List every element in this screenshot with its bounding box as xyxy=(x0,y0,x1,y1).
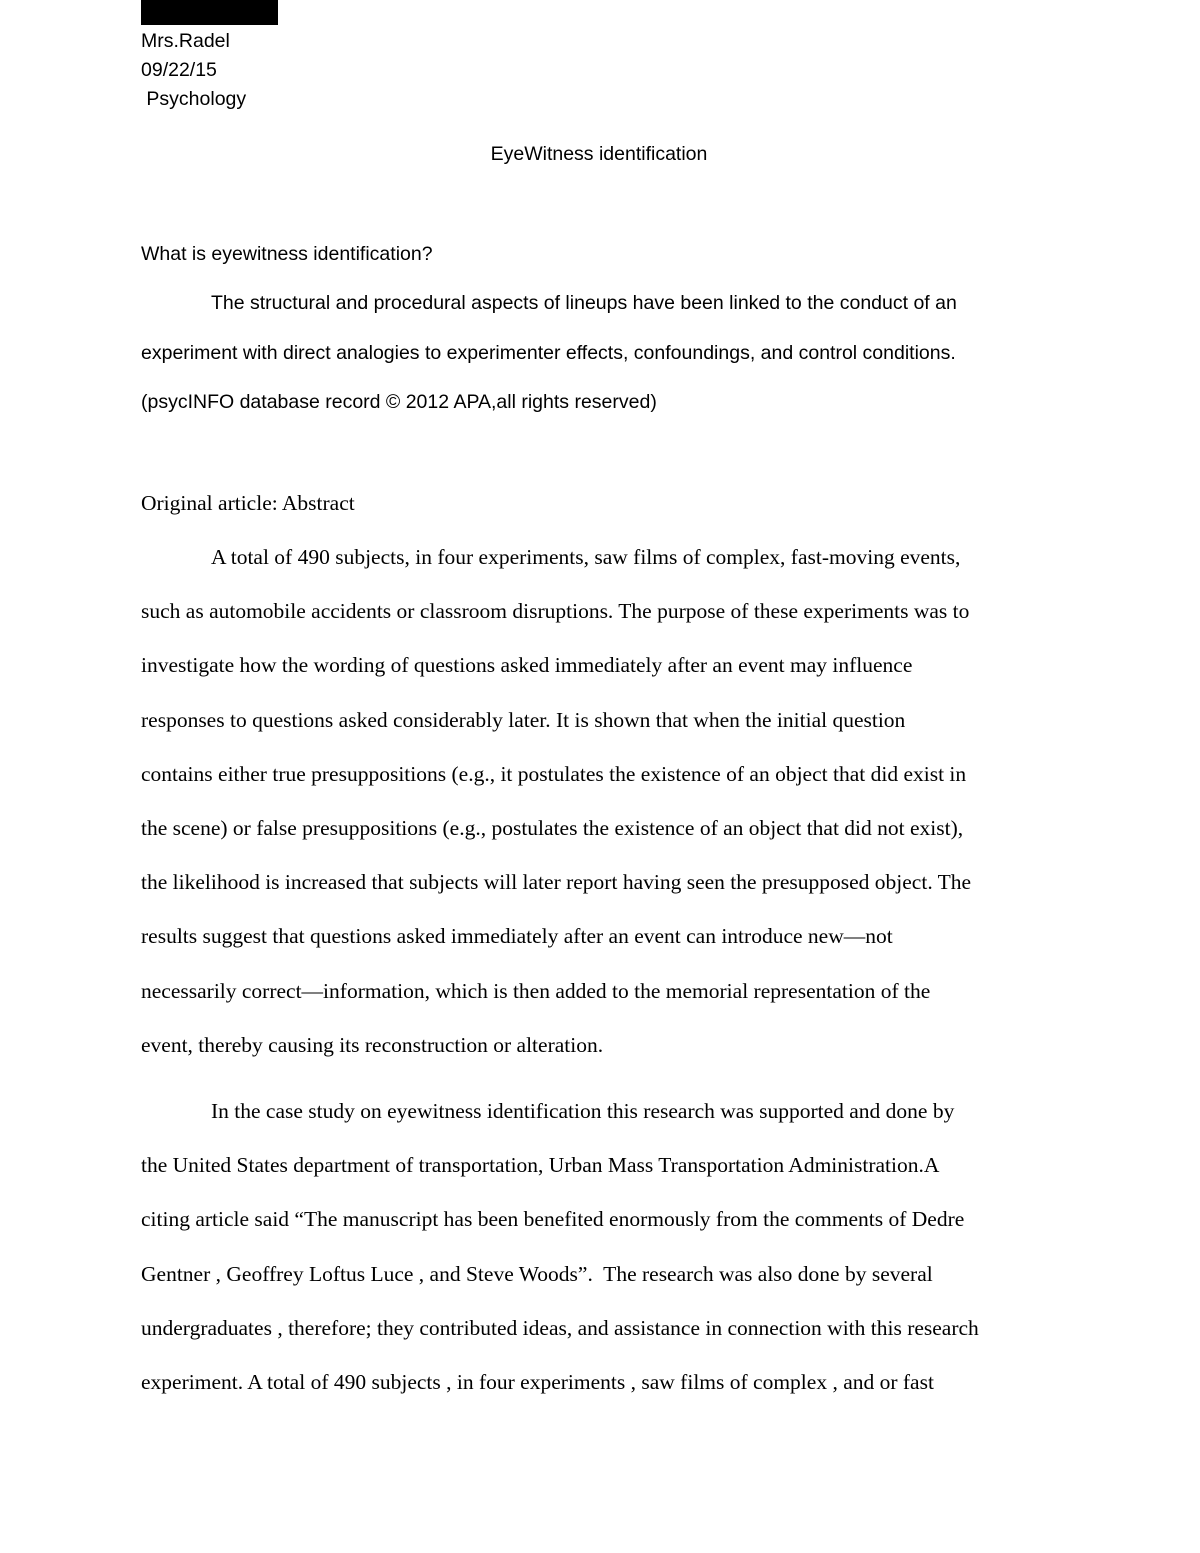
section-heading-abstract: Original article: Abstract xyxy=(141,491,355,515)
teacher-name: Mrs.Radel xyxy=(141,30,230,52)
section-heading-what-is: What is eyewitness identification? xyxy=(141,243,433,265)
paragraph-line: In the case study on eyewitness identification this research was supported and done by xyxy=(211,1099,955,1123)
paragraph-line: such as automobile accidents or classroom disruptions. The purpose of these experiments was to xyxy=(141,599,970,624)
abstract-paragraph xyxy=(141,530,1061,1072)
paragraph-line: event, thereby causing its reconstruction or alteration. xyxy=(141,1032,604,1057)
paragraph-line: investigate how the wording of questions asked immediately after an event may influence xyxy=(141,653,913,678)
paragraph-line: the likelihood is increased that subjects will later report having seen the presupposed object. The xyxy=(141,870,972,895)
paragraph-line: the United States department of transportation, Urban Mass Transportation Administration.A xyxy=(141,1153,940,1178)
paragraph-line: undergraduates , therefore; they contributed ideas, and assistance in connection with this research xyxy=(141,1315,979,1340)
paragraph-line: A total of 490 subjects, in four experiments, saw films of complex, fast-moving events, xyxy=(211,545,961,569)
paragraph-line: the scene) or false presuppositions (e.g., postulates the existence of an object that did not exist), xyxy=(141,816,964,841)
paragraph-line: experiment with direct analogies to experimenter effects, confoundings, and control conditions. xyxy=(141,341,956,364)
paragraph-line: necessarily correct—information, which is then added to the memorial representation of the xyxy=(141,978,931,1003)
subject: Psychology xyxy=(141,88,247,110)
paragraph-line: The structural and procedural aspects of lineups have been linked to the conduct of an xyxy=(211,292,957,314)
redacted-name-block xyxy=(141,0,278,25)
date: 09/22/15 xyxy=(141,59,217,81)
paragraph-line: Gentner , Geoffrey Loftus Luce , and Steve Woods”. The research was also done by several xyxy=(141,1261,933,1286)
paragraph-line: experiment. A total of 490 subjects , in four experiments , saw films of complex , and or fast xyxy=(141,1370,934,1395)
document-title: EyeWitness identification xyxy=(490,143,708,165)
paragraph-line: responses to questions asked considerably later. It is shown that when the initial question xyxy=(141,707,906,732)
paragraph-line: results suggest that questions asked immediately after an event can introduce new—not xyxy=(141,924,893,949)
case-study-paragraph xyxy=(141,1084,1061,1409)
paragraph-line: (psycINFO database record © 2012 APA,all rights reserved) xyxy=(141,391,657,413)
paragraph-line: citing article said “The manuscript has been benefited enormously from the comments of Dedre xyxy=(141,1207,965,1232)
paragraph-line: contains either true presuppositions (e.g., it postulates the existence of an object that did exist in xyxy=(141,761,967,786)
definition-paragraph xyxy=(141,279,1061,428)
